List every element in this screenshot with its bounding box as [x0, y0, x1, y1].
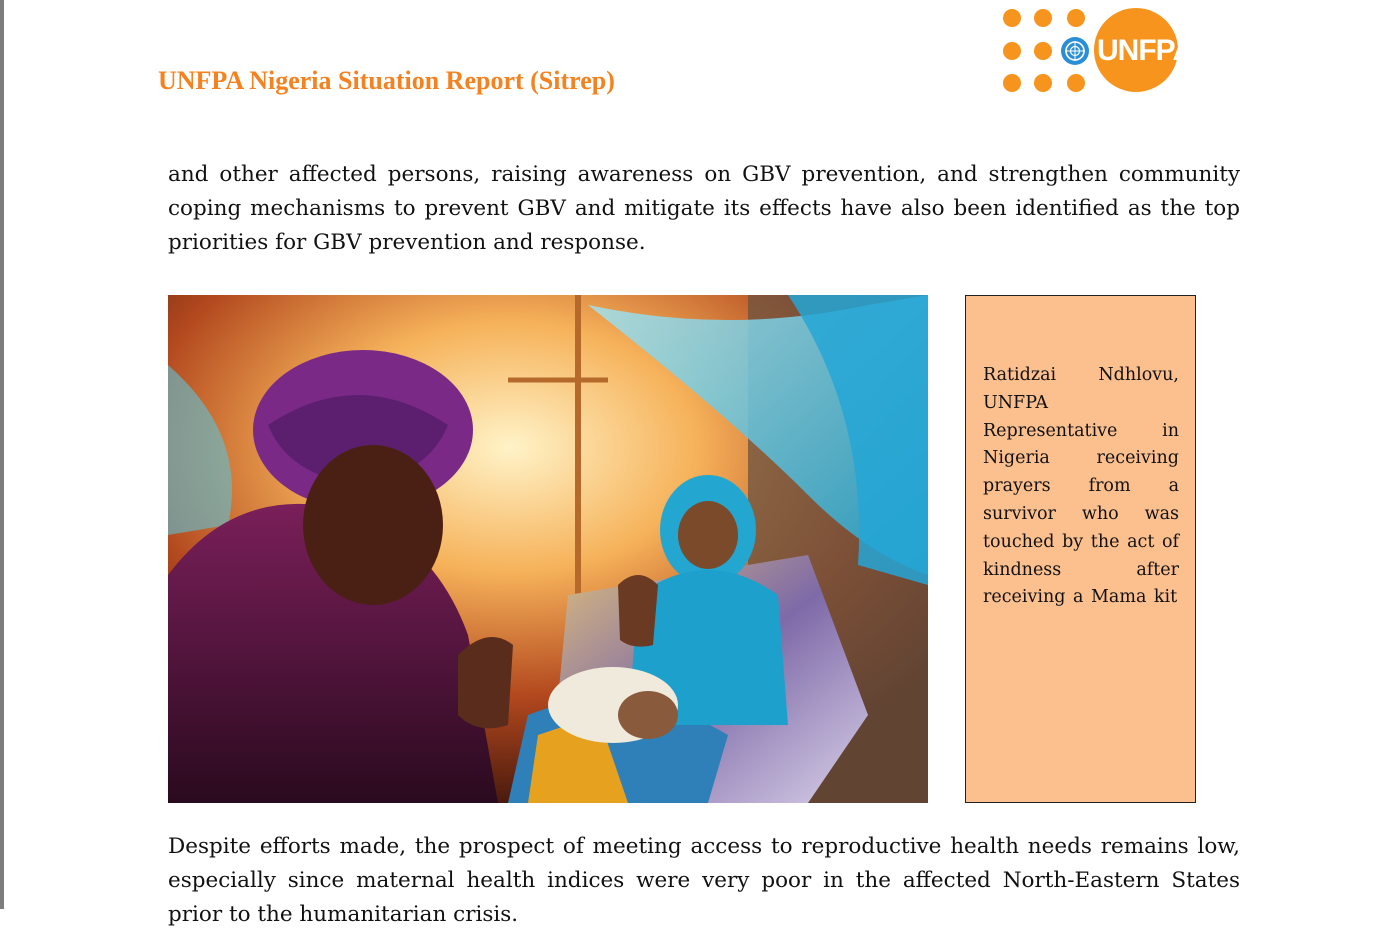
paragraph-continued: and other affected persons, raising awareness on GBV prevention, and strengthen community coping mechanisms to prevent GBV and mitigate its effects have also been identified as the top priorities for GBV prevention and response.	[168, 162, 1240, 255]
paragraph-next: Despite efforts made, the prospect of meeting access to reproductive health needs remains low, especially since maternal health indices were very poor in the affected North-Eastern States prior to the humanitarian crisis.	[168, 834, 1240, 927]
photo-illustration	[168, 295, 928, 803]
logo-dot	[1003, 74, 1021, 92]
photo-caption: Ratidzai Ndhlovu, UNFPA Representative in Nigeria receiving prayers from a survivor who was touched by the act of kindness after receiving a Mama kit	[983, 365, 1179, 608]
logo-dot	[1003, 9, 1021, 27]
logo-dot	[1034, 42, 1052, 60]
un-emblem-icon	[1060, 36, 1090, 66]
photo-kit-recipient	[168, 295, 928, 803]
page-edge-rule	[0, 0, 4, 909]
logo-dot	[1067, 9, 1085, 27]
logo-wordmark: UNFPA	[1097, 34, 1194, 67]
logo-dot	[1034, 9, 1052, 27]
photo-caption-box	[965, 295, 1196, 803]
unfpa-logo	[1000, 6, 1194, 96]
logo-dot	[1003, 42, 1021, 60]
logo-dot	[1067, 74, 1085, 92]
logo-dot	[1034, 74, 1052, 92]
report-title: UNFPA Nigeria Situation Report (Sitrep)	[158, 66, 615, 95]
